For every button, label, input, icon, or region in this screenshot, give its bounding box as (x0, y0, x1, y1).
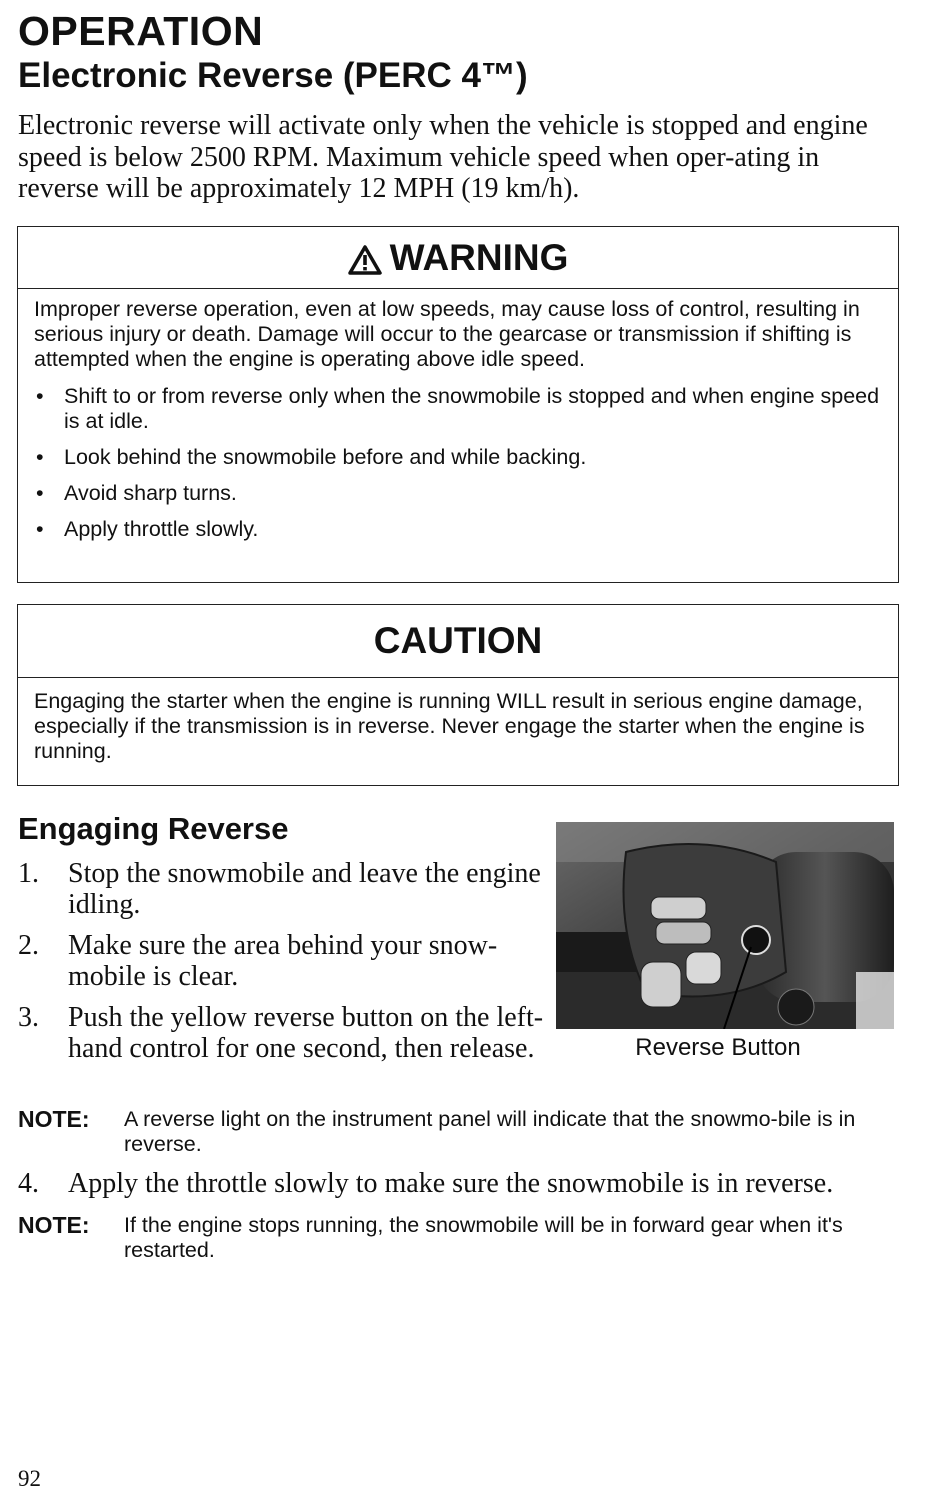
caution-title: CAUTION (373, 620, 543, 661)
step-item (18, 1168, 918, 1199)
page-title: Electronic Reverse (PERC 4™) (18, 56, 528, 95)
warning-triangle-icon (348, 245, 382, 275)
warning-title: WARNING (389, 236, 569, 278)
note-text: A reverse light on the instrument panel will indicate that the snowmo-bile is in reverse. (124, 1107, 856, 1156)
note (18, 1213, 918, 1263)
warning-text: Improper reverse operation, even at low speeds, may cause loss of control, resulting in serious injury or death. Damage will occur to the gearcase or transmission if shifting is attempted when the engine is operating above idle speed. (34, 297, 860, 371)
steps-list-continued (18, 1168, 918, 1209)
intro-paragraph: Electronic reverse will activate only when the vehicle is stopped and engine speed is below 2500 RPM. Maximum vehicle speed when oper-ating in reverse will be approximately 12 MPH (19 km/h). (18, 110, 868, 204)
note-label: NOTE: (18, 1212, 90, 1238)
warning-bullet: • Shift to or from reverse only when the snowmobile is stopped and when engine speed is at idle. (34, 384, 882, 434)
page-number: 92 (18, 1466, 41, 1491)
note-text: If the engine stops running, the snowmobile will be in forward gear when it's restarted. (124, 1213, 843, 1262)
reverse-button-photo (556, 822, 894, 1029)
engaging-reverse-heading: Engaging Reverse (18, 811, 289, 846)
warning-header (18, 227, 898, 289)
caution-text: Engaging the starter when the engine is running WILL result in serious engine damage, especially if the transmission is in reverse. Never engage the starter when the engine is running. (34, 689, 865, 763)
section-title: OPERATION (18, 8, 264, 54)
step-item (18, 930, 548, 992)
step-number: 3. (18, 1002, 39, 1033)
step-item (18, 1002, 548, 1064)
step-text: Apply the throttle slowly to make sure the snowmobile is in reverse. (68, 1168, 834, 1199)
note-label: NOTE: (18, 1106, 90, 1132)
warning-bullet: • Avoid sharp turns. (34, 481, 882, 506)
step-text: Stop the snowmobile and leave the engine idling. (68, 858, 541, 920)
warning-bullet-list (34, 384, 882, 542)
warning-body (18, 289, 898, 542)
caution-box (17, 604, 899, 786)
step-text: Push the yellow reverse button on the left-hand control for one second, then release. (68, 1002, 544, 1064)
warning-bullet: • Look behind the snowmobile before and while backing. (34, 445, 882, 470)
figure-caption: Reverse Button (635, 1034, 801, 1061)
caution-header (18, 605, 898, 678)
step-number: 2. (18, 930, 39, 961)
warning-bullet: • Apply throttle slowly. (34, 517, 882, 542)
step-number: 1. (18, 858, 39, 889)
step-number: 4. (18, 1168, 39, 1199)
warning-box (17, 226, 899, 583)
step-text: Make sure the area behind your snow-mobile is clear. (68, 930, 498, 992)
caution-body (18, 678, 898, 764)
step-item (18, 858, 548, 920)
note (18, 1107, 918, 1157)
steps-list (18, 858, 548, 1074)
